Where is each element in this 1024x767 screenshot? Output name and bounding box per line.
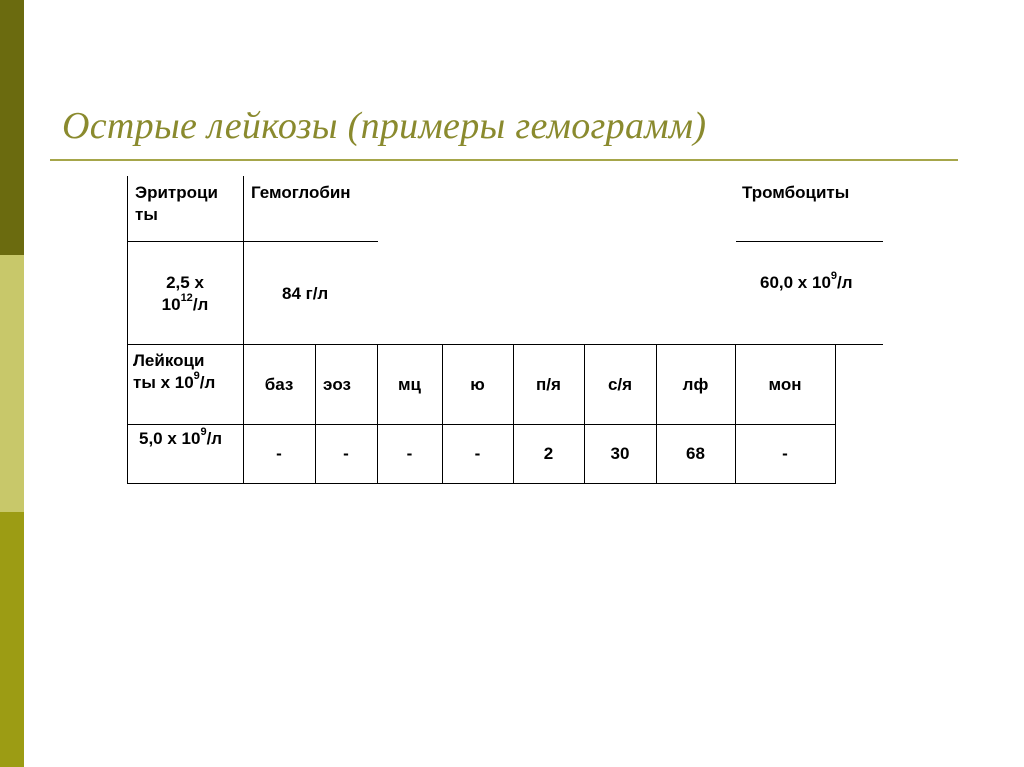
differential-header-band: п/я [536, 375, 561, 394]
sidebar-segment-mid [0, 512, 24, 767]
sidebar-segment-light [0, 255, 24, 512]
differential-header-mc: мц [397, 375, 422, 394]
leukocytes-header: Лейкоци ты х $10^9/л$ [133, 351, 216, 392]
differential-header-lymph: лф [682, 375, 709, 394]
differential-value-baz: - [276, 444, 282, 463]
sidebar-segment-dark [0, 0, 24, 255]
table-line [243, 176, 244, 484]
differential-value-seg: 30 [610, 444, 630, 463]
leukocytes-value: 5,0 х $10^9/л$ [139, 426, 223, 448]
differential-value-mc: - [406, 444, 413, 463]
table-line [835, 344, 836, 484]
differential-header-seg: с/я [607, 375, 633, 394]
table-line [127, 483, 836, 484]
hemoglobin-header: Гемоглобин [251, 183, 351, 202]
erythrocytes-header: Эритроци ты [135, 183, 218, 224]
differential-value-lymph: 68 [686, 444, 705, 463]
differential-header-yu: ю [470, 375, 485, 394]
title-divider [50, 159, 958, 161]
differential-value-mono: - [782, 444, 788, 463]
table-line [127, 176, 128, 484]
differential-header-mono: мон [768, 375, 802, 394]
table-line [127, 424, 836, 425]
differential-header-eoz: эоз [323, 375, 351, 394]
table-line [127, 241, 378, 242]
platelets-header: Тромбоциты [742, 183, 850, 202]
table-line [127, 344, 883, 345]
differential-header-baz: баз [264, 375, 294, 394]
sidebar-accent-bar [0, 0, 24, 767]
differential-value-eoz: - [343, 444, 349, 463]
differential-value-band: 2 [543, 444, 554, 463]
slide-title: Острые лейкозы (примеры гемограмм) [62, 105, 707, 147]
erythrocytes-value: 2,5 х $10^{12}/л$ [161, 273, 209, 314]
hemoglobin-value: 84 г/л [282, 284, 329, 303]
table-line [736, 241, 883, 242]
platelets-value: 60,0 х $10^9/л$ [760, 270, 853, 292]
differential-value-yu: - [474, 444, 481, 463]
